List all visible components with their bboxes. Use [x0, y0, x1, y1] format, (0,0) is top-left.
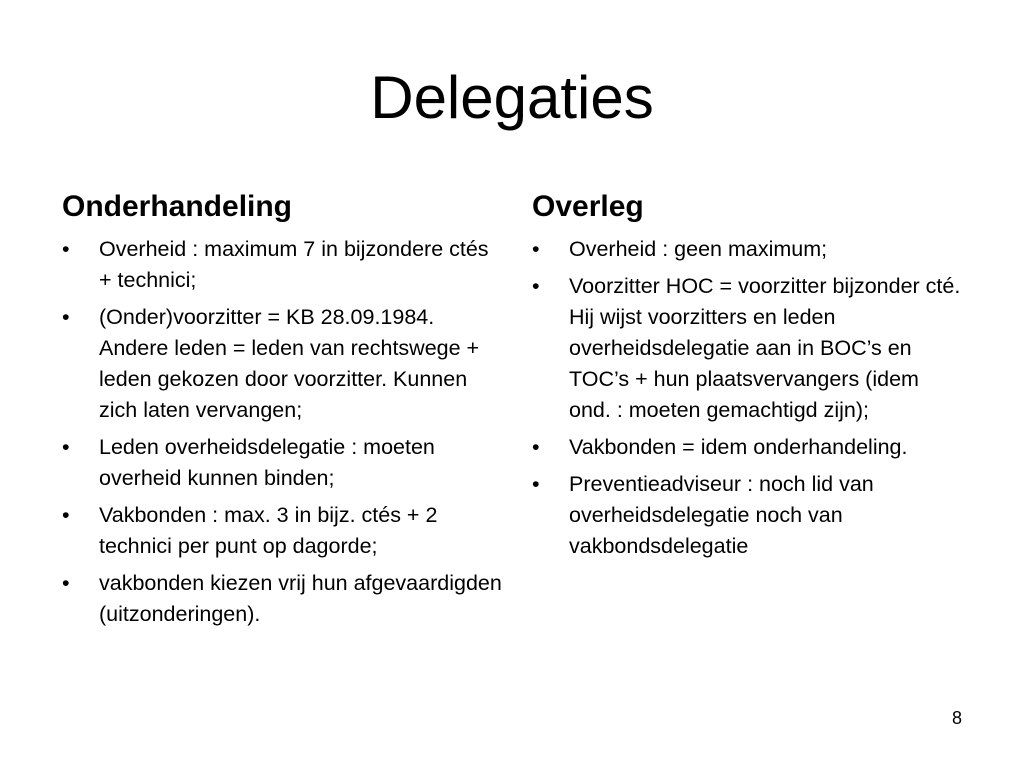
right-column-heading: Overleg [532, 190, 644, 223]
bullet-item [532, 432, 962, 463]
bullet-item [532, 234, 962, 265]
bullet-icon: • [62, 435, 70, 459]
bullet-icon: • [62, 237, 70, 261]
slide-title: Delegaties [370, 64, 654, 131]
bullet-text: Voorzitter HOC = voorzitter bijzonder cté. Hij wijst voorzitters en leden overheidsdelegatie aan in BOC’s en TOC’s + hun plaatsvervangers (idem ond. : moeten gemachtigd zijn); [569, 274, 961, 422]
page-number: 8 [951, 708, 962, 728]
bullet-text: Vakbonden : max. 3 in bijz. ctés + 2 technici per punt op dagorde; [99, 503, 438, 558]
bullet-text: Leden overheidsdelegatie : moeten overheid kunnen binden; [99, 435, 435, 490]
bullet-icon: • [532, 472, 540, 496]
bullet-item [62, 432, 502, 494]
bullet-icon: • [532, 435, 540, 459]
right-column [532, 186, 962, 568]
bullet-item [532, 469, 962, 562]
bullet-item [532, 271, 962, 426]
bullet-text: (Onder)voorzitter = KB 28.09.1984. Andere leden = leden van rechtswege + leden gekozen door voorzitter. Kunnen zich laten vervangen; [99, 305, 480, 422]
bullet-text: Overheid : geen maximum; [569, 237, 828, 261]
bullet-icon: • [62, 503, 70, 527]
bullet-icon: • [532, 237, 540, 261]
bullet-text: Preventieadviseur : noch lid van overheidsdelegatie noch van vakbondsdelegatie [569, 472, 874, 558]
bullet-icon: • [62, 571, 70, 595]
bullet-text: Vakbonden = idem onderhandeling. [569, 435, 908, 459]
left-column [62, 186, 502, 636]
left-column-heading: Onderhandeling [62, 190, 293, 223]
bullet-icon: • [532, 274, 540, 298]
bullet-item [62, 500, 502, 562]
bullet-text: Overheid : maximum 7 in bijzondere ctés + technici; [99, 237, 489, 292]
bullet-icon: • [62, 305, 70, 329]
right-bullet-list [532, 234, 962, 562]
bullet-item [62, 302, 502, 426]
left-bullet-list [62, 234, 502, 630]
bullet-item [62, 568, 502, 630]
bullet-text: vakbonden kiezen vrij hun afgevaardigden (uitzonderingen). [99, 571, 502, 626]
bullet-item [62, 234, 502, 296]
